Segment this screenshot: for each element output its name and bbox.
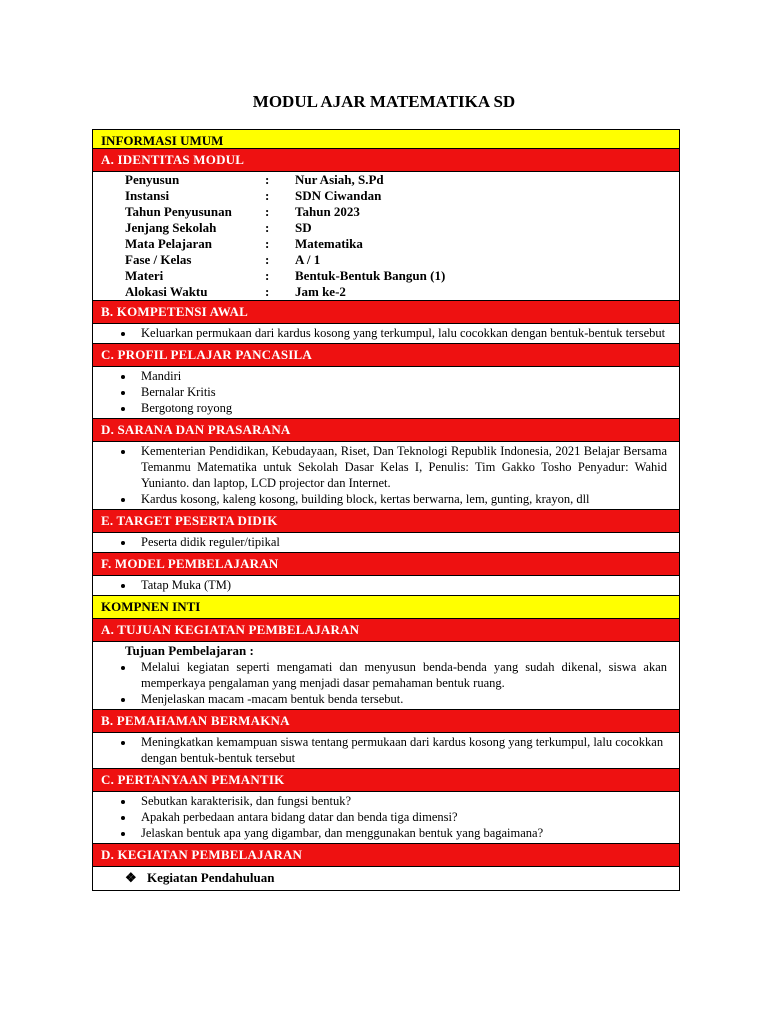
list-item: • Melalui kegiatan seperti mengamati dan menyusun benda-benda yang sudah dikenal, siswa akan memperkaya pengalaman yang menjadi dasar pemahaman bentuk ruang. bbox=[135, 659, 667, 691]
kompetensi-awal-block bbox=[93, 324, 679, 344]
list-item: • Tatap Muka (TM) bbox=[135, 577, 667, 593]
pemahaman-block bbox=[93, 733, 679, 769]
list-item: • Mandiri bbox=[135, 368, 667, 384]
identitas-label: Fase / Kelas bbox=[125, 252, 192, 267]
identitas-value: Bentuk-Bentuk Bangun (1) bbox=[295, 268, 446, 283]
target-block bbox=[93, 533, 679, 553]
list-item: • Keluarkan permukaan dari kardus kosong yang terkumpul, lalu cocokkan dengan bentuk-bentuk tersebut bbox=[135, 325, 667, 341]
list-item: • Meningkatkan kemampuan siswa tentang permukaan dari kardus kosong yang terkumpul, lalu cocokkan dengan bentuk-bentuk tersebut bbox=[135, 734, 667, 766]
identitas-value: Nur Asiah, S.Pd bbox=[295, 172, 384, 187]
list-item: • Sebutkan karakterisik, dan fungsi bentuk? bbox=[135, 793, 667, 809]
identitas-value: Jam ke-2 bbox=[295, 284, 346, 299]
section-tujuan: A. TUJUAN KEGIATAN PEMBELAJARAN bbox=[93, 619, 679, 642]
section-kompetensi-awal: B. KOMPETENSI AWAL bbox=[93, 301, 679, 324]
tujuan-block bbox=[93, 642, 679, 710]
section-komponen-inti: KOMPNEN INTI bbox=[93, 596, 679, 619]
identitas-colon: : bbox=[265, 284, 270, 299]
identitas-value: A / 1 bbox=[295, 252, 321, 267]
pertanyaan-block bbox=[93, 792, 679, 844]
identitas-row-penyusun bbox=[105, 172, 667, 188]
identitas-row-mapel bbox=[105, 236, 667, 252]
model-block bbox=[93, 576, 679, 596]
diamond-bullet-icon: ❖ bbox=[125, 870, 137, 885]
section-kegiatan-pembelajaran: D. KEGIATAN PEMBELAJARAN bbox=[93, 844, 679, 867]
list-item: • Menjelaskan macam -macam bentuk benda tersebut. bbox=[135, 691, 667, 707]
tujuan-subheading: Tujuan Pembelajaran : bbox=[125, 643, 254, 658]
identitas-row-materi bbox=[105, 268, 667, 284]
page-title: MODUL AJAR MATEMATIKA SD bbox=[252, 92, 516, 111]
identitas-label: Tahun Penyusunan bbox=[125, 204, 232, 219]
identitas-row-fase bbox=[105, 252, 667, 268]
identitas-colon: : bbox=[265, 220, 270, 235]
identitas-colon: : bbox=[265, 252, 270, 267]
identitas-value: Tahun 2023 bbox=[295, 204, 360, 219]
identitas-colon: : bbox=[265, 268, 270, 283]
identitas-row-tahun bbox=[105, 204, 667, 220]
sarana-block bbox=[93, 442, 679, 510]
section-sarana: D. SARANA DAN PRASARANA bbox=[93, 419, 679, 442]
identitas-row-jenjang bbox=[105, 220, 667, 236]
identitas-block bbox=[93, 172, 679, 301]
list-item: • Apakah perbedaan antara bidang datar dan benda tiga dimensi? bbox=[135, 809, 667, 825]
identitas-value: Matematika bbox=[295, 236, 363, 251]
identitas-row-instansi bbox=[105, 188, 667, 204]
profil-block bbox=[93, 367, 679, 419]
identitas-label: Jenjang Sekolah bbox=[125, 220, 217, 235]
identitas-label: Mata Pelajaran bbox=[125, 236, 213, 251]
identitas-label: Instansi bbox=[125, 188, 170, 203]
kegiatan-label: Kegiatan Pendahuluan bbox=[147, 870, 275, 885]
identitas-colon: : bbox=[265, 172, 270, 187]
identitas-colon: : bbox=[265, 188, 270, 203]
list-item: • Kardus kosong, kaleng kosong, building block, kertas berwarna, lem, gunting, krayon, dll bbox=[135, 491, 667, 507]
section-target-peserta: E. TARGET PESERTA DIDIK bbox=[93, 510, 679, 533]
identitas-colon: : bbox=[265, 236, 270, 251]
identitas-row-alokasi bbox=[105, 284, 667, 300]
list-item: • Bergotong royong bbox=[135, 400, 667, 416]
identitas-value: SD bbox=[295, 220, 312, 235]
list-item: • Bernalar Kritis bbox=[135, 384, 667, 400]
list-item: • Peserta didik reguler/tipikal bbox=[135, 534, 667, 550]
kegiatan-item bbox=[105, 868, 667, 888]
module-table bbox=[92, 129, 680, 891]
section-model-pembelajaran: F. MODEL PEMBELAJARAN bbox=[93, 553, 679, 576]
section-profil-pelajar: C. PROFIL PELAJAR PANCASILA bbox=[93, 344, 679, 367]
section-informasi-umum: INFORMASI UMUM bbox=[93, 130, 679, 149]
list-item: • Jelaskan bentuk apa yang digambar, dan menggunakan bentuk yang bagaimana? bbox=[135, 825, 667, 841]
kegiatan-block bbox=[93, 867, 679, 890]
section-identitas-modul: A. IDENTITAS MODUL bbox=[93, 149, 679, 172]
identitas-label: Alokasi Waktu bbox=[125, 284, 208, 299]
identitas-label: Penyusun bbox=[125, 172, 180, 187]
section-pertanyaan-pemantik: C. PERTANYAAN PEMANTIK bbox=[93, 769, 679, 792]
identitas-colon: : bbox=[265, 204, 270, 219]
identitas-label: Materi bbox=[125, 268, 164, 283]
list-item: • Kementerian Pendidikan, Kebudayaan, Riset, Dan Teknologi Republik Indonesia, 2021 Belajar Bersama Temanmu Matematika untuk Sekolah Dasar Kelas I, Penulis: Tim Gakko Tosho Penyadur: Wahid Yunianto. dan laptop, LCD projector dan Internet. bbox=[135, 443, 667, 491]
identitas-value: SDN Ciwandan bbox=[295, 188, 382, 203]
section-pemahaman-bermakna: B. PEMAHAMAN BERMAKNA bbox=[93, 710, 679, 733]
